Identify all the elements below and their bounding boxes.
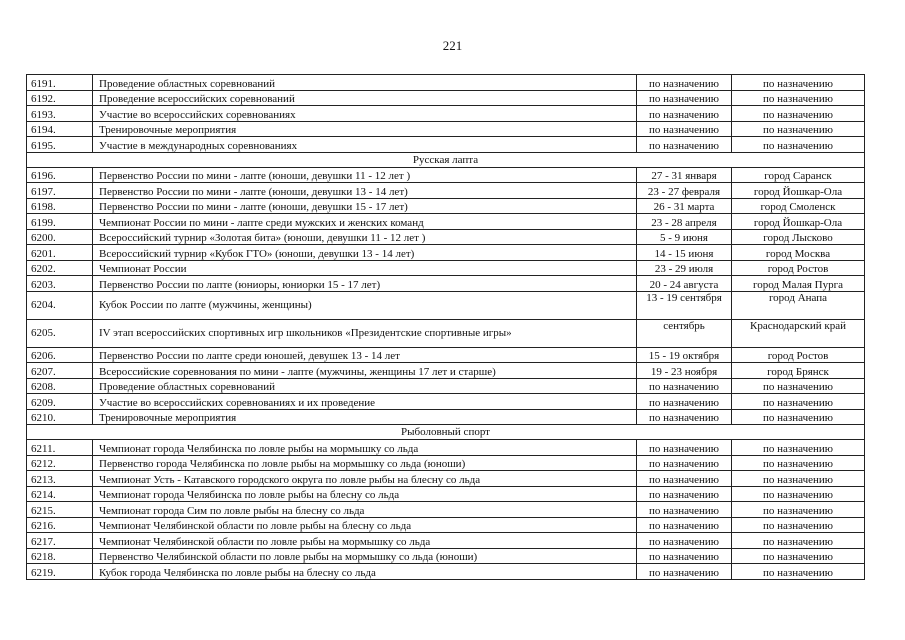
table-row xyxy=(27,121,865,137)
event-name: Первенство России по лапте среди юношей, девушек 13 - 14 лет xyxy=(93,347,637,363)
event-date: по назначению xyxy=(637,378,732,394)
event-name: Чемпионат города Сим по ловле рыбы на блесну со льда xyxy=(93,502,637,518)
event-date: по назначению xyxy=(637,106,732,122)
table-row xyxy=(27,502,865,518)
event-number: 6203. xyxy=(27,276,93,292)
event-date: по назначению xyxy=(637,548,732,564)
section-header-row xyxy=(27,425,865,440)
event-place: Краснодарский край xyxy=(732,319,865,347)
event-name: Участие во всероссийских соревнованиях и их проведение xyxy=(93,394,637,410)
event-date: по назначению xyxy=(637,502,732,518)
event-number: 6210. xyxy=(27,409,93,425)
event-place: по назначению xyxy=(732,548,865,564)
event-name: IV этап всероссийских спортивных игр школьников «Президентские спортивные игры» xyxy=(93,319,637,347)
event-date: 14 - 15 июня xyxy=(637,245,732,261)
event-number: 6214. xyxy=(27,486,93,502)
table-row xyxy=(27,90,865,106)
event-name: Участие в международных соревнованиях xyxy=(93,137,637,153)
event-date: по назначению xyxy=(637,455,732,471)
event-number: 6200. xyxy=(27,229,93,245)
table-row xyxy=(27,183,865,199)
table-row xyxy=(27,394,865,410)
table-row xyxy=(27,276,865,292)
event-place: по назначению xyxy=(732,106,865,122)
event-number: 6191. xyxy=(27,75,93,91)
section-title: Русская лапта xyxy=(27,152,865,167)
event-name: Проведение областных соревнований xyxy=(93,378,637,394)
event-place: по назначению xyxy=(732,121,865,137)
event-number: 6206. xyxy=(27,347,93,363)
event-place: по назначению xyxy=(732,409,865,425)
event-place: по назначению xyxy=(732,471,865,487)
event-date: по назначению xyxy=(637,394,732,410)
event-name: Первенство Челябинской области по ловле рыбы на мормышку со льда (юноши) xyxy=(93,548,637,564)
event-date: 19 - 23 ноября xyxy=(637,363,732,379)
event-place: город Саранск xyxy=(732,167,865,183)
event-date: по назначению xyxy=(637,90,732,106)
event-place: город Йошкар-Ола xyxy=(732,183,865,199)
event-name: Проведение областных соревнований xyxy=(93,75,637,91)
event-number: 6201. xyxy=(27,245,93,261)
event-date: 5 - 9 июня xyxy=(637,229,732,245)
event-number: 6204. xyxy=(27,291,93,319)
event-place: по назначению xyxy=(732,378,865,394)
table-row xyxy=(27,517,865,533)
event-name: Участие во всероссийских соревнованиях xyxy=(93,106,637,122)
table-row xyxy=(27,167,865,183)
event-name: Первенство России по мини - лапте (юноши, девушки 13 - 14 лет) xyxy=(93,183,637,199)
event-name: Первенство России по лапте (юниоры, юниорки 15 - 17 лет) xyxy=(93,276,637,292)
table-row xyxy=(27,75,865,91)
table-row xyxy=(27,198,865,214)
event-number: 6209. xyxy=(27,394,93,410)
table-row xyxy=(27,409,865,425)
event-place: город Лысково xyxy=(732,229,865,245)
event-name: Всероссийский турнир «Золотая бита» (юноши, девушки 11 - 12 лет ) xyxy=(93,229,637,245)
event-number: 6195. xyxy=(27,137,93,153)
event-date: по назначению xyxy=(637,471,732,487)
event-number: 6199. xyxy=(27,214,93,230)
event-number: 6208. xyxy=(27,378,93,394)
event-place: по назначению xyxy=(732,394,865,410)
event-number: 6196. xyxy=(27,167,93,183)
event-place: город Малая Пурга xyxy=(732,276,865,292)
event-place: по назначению xyxy=(732,440,865,456)
event-number: 6211. xyxy=(27,440,93,456)
event-place: город Йошкар-Ола xyxy=(732,214,865,230)
table-row xyxy=(27,440,865,456)
event-number: 6215. xyxy=(27,502,93,518)
event-name: Чемпионат России xyxy=(93,260,637,276)
event-date: 23 - 27 февраля xyxy=(637,183,732,199)
section-header-row xyxy=(27,152,865,167)
event-date: 26 - 31 марта xyxy=(637,198,732,214)
event-number: 6212. xyxy=(27,455,93,471)
event-name: Чемпионат города Челябинска по ловле рыбы на блесну со льда xyxy=(93,486,637,502)
event-date: по назначению xyxy=(637,75,732,91)
event-place: город Ростов xyxy=(732,347,865,363)
event-name: Всероссийские соревнования по мини - лапте (мужчины, женщины 17 лет и старше) xyxy=(93,363,637,379)
event-date: сентябрь xyxy=(637,319,732,347)
event-number: 6217. xyxy=(27,533,93,549)
event-date: по назначению xyxy=(637,533,732,549)
event-name: Всероссийский турнир «Кубок ГТО» (юноши, девушки 13 - 14 лет) xyxy=(93,245,637,261)
events-table xyxy=(26,74,865,580)
event-number: 6207. xyxy=(27,363,93,379)
event-name: Первенство России по мини - лапте (юноши, девушки 15 - 17 лет) xyxy=(93,198,637,214)
event-name: Тренировочные мероприятия xyxy=(93,409,637,425)
table-row xyxy=(27,260,865,276)
event-date: 27 - 31 января xyxy=(637,167,732,183)
event-date: по назначению xyxy=(637,409,732,425)
event-number: 6205. xyxy=(27,319,93,347)
table-row xyxy=(27,548,865,564)
table-row xyxy=(27,486,865,502)
event-place: по назначению xyxy=(732,486,865,502)
page-number: 221 xyxy=(442,38,463,53)
table-row xyxy=(27,363,865,379)
event-date: 20 - 24 августа xyxy=(637,276,732,292)
event-place: по назначению xyxy=(732,502,865,518)
event-name: Кубок города Челябинска по ловле рыбы на блесну со льда xyxy=(93,564,637,580)
event-place: город Смоленск xyxy=(732,198,865,214)
section-title: Рыболовный спорт xyxy=(27,425,865,440)
event-name: Чемпионат города Челябинска по ловле рыбы на мормышку со льда xyxy=(93,440,637,456)
event-number: 6218. xyxy=(27,548,93,564)
event-number: 6197. xyxy=(27,183,93,199)
table-row xyxy=(27,319,865,347)
event-place: город Ростов xyxy=(732,260,865,276)
event-date: 23 - 28 апреля xyxy=(637,214,732,230)
event-number: 6193. xyxy=(27,106,93,122)
event-place: по назначению xyxy=(732,564,865,580)
event-place: город Брянск xyxy=(732,363,865,379)
table-row xyxy=(27,106,865,122)
event-place: город Москва xyxy=(732,245,865,261)
event-name: Чемпионат России по мини - лапте среди мужских и женских команд xyxy=(93,214,637,230)
table-row xyxy=(27,137,865,153)
table-row xyxy=(27,455,865,471)
event-name: Первенство России по мини - лапте (юноши, девушки 11 - 12 лет ) xyxy=(93,167,637,183)
event-name: Первенство города Челябинска по ловле рыбы на мормышку со льда (юноши) xyxy=(93,455,637,471)
event-date: 15 - 19 октября xyxy=(637,347,732,363)
event-name: Проведение всероссийских соревнований xyxy=(93,90,637,106)
event-date: по назначению xyxy=(637,486,732,502)
event-place: по назначению xyxy=(732,517,865,533)
event-date: по назначению xyxy=(637,564,732,580)
event-date: по назначению xyxy=(637,121,732,137)
event-date: по назначению xyxy=(637,137,732,153)
event-place: по назначению xyxy=(732,455,865,471)
event-name: Чемпионат Челябинской области по ловле рыбы на блесну со льда xyxy=(93,517,637,533)
table-row xyxy=(27,291,865,319)
events-table-body xyxy=(27,75,865,580)
table-row xyxy=(27,533,865,549)
event-number: 6192. xyxy=(27,90,93,106)
event-date: по назначению xyxy=(637,517,732,533)
table-row xyxy=(27,564,865,580)
event-number: 6194. xyxy=(27,121,93,137)
event-date: по назначению xyxy=(637,440,732,456)
event-place: по назначению xyxy=(732,533,865,549)
event-number: 6198. xyxy=(27,198,93,214)
event-place: по назначению xyxy=(732,90,865,106)
event-date: 13 - 19 сентября xyxy=(637,291,732,319)
table-row xyxy=(27,245,865,261)
event-number: 6216. xyxy=(27,517,93,533)
event-place: город Анапа xyxy=(732,291,865,319)
event-number: 6202. xyxy=(27,260,93,276)
table-row xyxy=(27,378,865,394)
event-name: Кубок России по лапте (мужчины, женщины) xyxy=(93,291,637,319)
table-row xyxy=(27,229,865,245)
event-place: по назначению xyxy=(732,137,865,153)
event-name: Тренировочные мероприятия xyxy=(93,121,637,137)
event-place: по назначению xyxy=(732,75,865,91)
table-row xyxy=(27,471,865,487)
event-number: 6213. xyxy=(27,471,93,487)
event-name: Чемпионат Челябинской области по ловле рыбы на мормышку со льда xyxy=(93,533,637,549)
event-name: Чемпионат Усть - Катавского городского округа по ловле рыбы на блесну со льда xyxy=(93,471,637,487)
event-date: 23 - 29 июля xyxy=(637,260,732,276)
event-number: 6219. xyxy=(27,564,93,580)
table-row xyxy=(27,347,865,363)
table-row xyxy=(27,214,865,230)
